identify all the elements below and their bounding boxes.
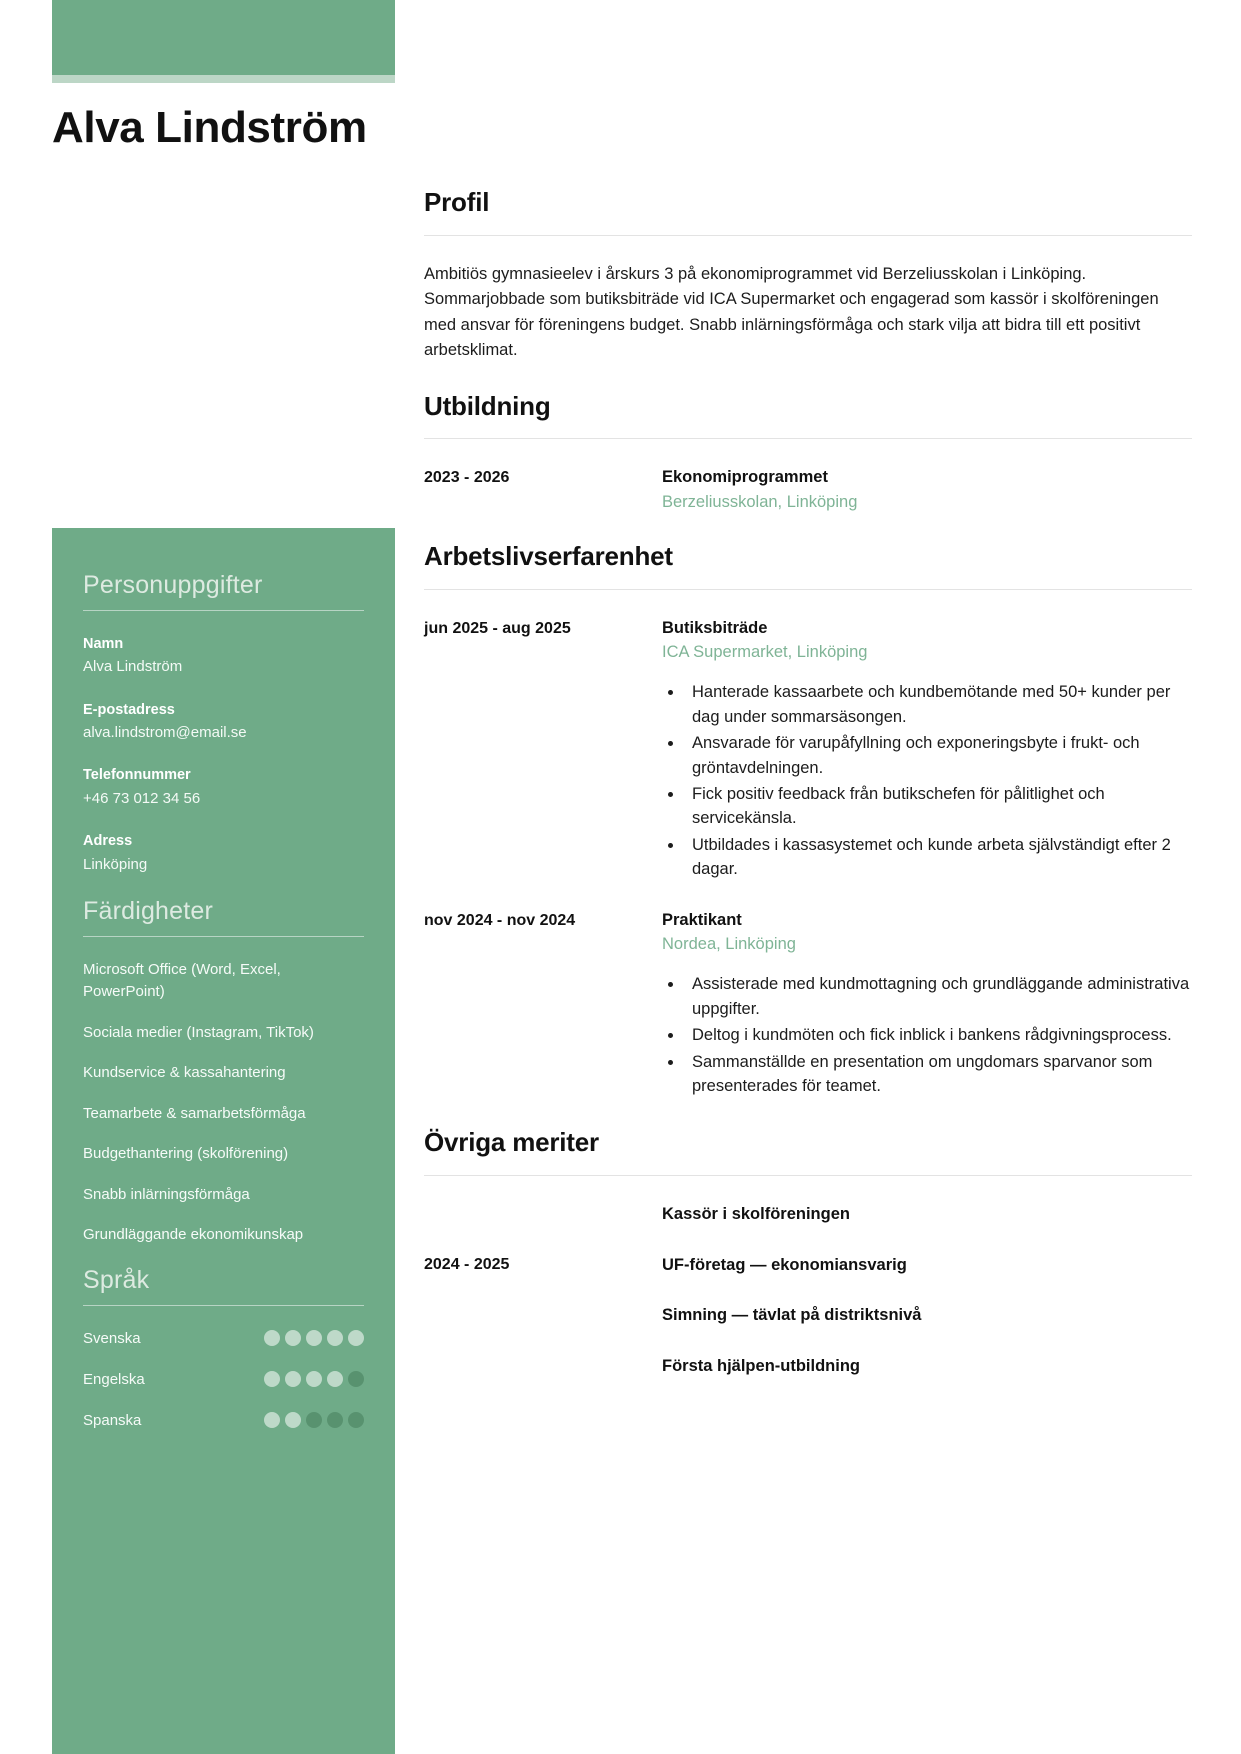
sidebar xyxy=(52,528,395,1754)
merit-title: Första hjälpen-utbildning xyxy=(662,1357,860,1376)
level-dot-empty xyxy=(348,1412,364,1428)
section-divider-profile xyxy=(424,235,1192,236)
personal-field-name xyxy=(83,633,364,679)
language-level-dots xyxy=(264,1371,364,1387)
language-row xyxy=(83,1369,364,1390)
level-dot-filled xyxy=(306,1330,322,1346)
level-dot-filled xyxy=(327,1330,343,1346)
merit-row xyxy=(424,1202,1192,1227)
section-divider-experience xyxy=(424,589,1192,590)
candidate-name: Alva Lindström xyxy=(52,103,367,152)
experience-entry xyxy=(424,908,1192,1101)
experience-role: Butiksbiträde xyxy=(662,618,768,637)
skill-item: Microsoft Office (Word, Excel, PowerPoint) xyxy=(83,960,281,1001)
education-school: Berzeliusskolan, Linköping xyxy=(662,492,858,511)
sidebar-section-skills xyxy=(83,896,364,1247)
section-title-profile: Profil xyxy=(424,187,490,217)
skill-item: Budgethantering (skolförening) xyxy=(83,1145,289,1163)
experience-body xyxy=(662,616,1192,884)
language-level-dots xyxy=(264,1330,364,1346)
merit-title: Kassör i skolföreningen xyxy=(662,1204,850,1223)
language-name: Engelska xyxy=(83,1370,145,1388)
merit-date: 2024 - 2025 xyxy=(424,1255,510,1273)
education-date: 2023 - 2026 xyxy=(424,469,510,487)
experience-bullets xyxy=(684,972,1192,1098)
experience-bullet: • Utbildades i kassasystemet och kunde arbeta självständigt efter 2 dagar. xyxy=(684,833,1192,882)
sidebar-divider-languages xyxy=(83,1305,364,1306)
section-profile xyxy=(424,186,1192,364)
name-header xyxy=(52,103,752,152)
level-dot-empty xyxy=(348,1371,364,1387)
level-dot-filled xyxy=(264,1371,280,1387)
experience-bullet: • Sammanställde en presentation om ungdomars sparvanor som presenterades för teamet. xyxy=(684,1050,1192,1099)
language-row xyxy=(83,1410,364,1431)
personal-label-address: Adress xyxy=(83,833,133,850)
skill-item: Kundservice & kassahantering xyxy=(83,1064,286,1082)
experience-bullets xyxy=(684,680,1192,881)
experience-date: nov 2024 - nov 2024 xyxy=(424,911,576,929)
header-accent-band-main xyxy=(52,0,395,75)
personal-value-email: alva.lindstrom@email.se xyxy=(83,724,247,742)
experience-role: Praktikant xyxy=(662,910,742,929)
language-name: Svenska xyxy=(83,1329,141,1347)
sidebar-heading-skills: Färdigheter xyxy=(83,896,214,925)
level-dot-filled xyxy=(306,1371,322,1387)
merit-row xyxy=(424,1253,1192,1278)
personal-field-phone xyxy=(83,764,364,810)
personal-label-phone: Telefonnummer xyxy=(83,767,191,784)
experience-bullet: • Deltog i kundmöten och fick inblick i bankens rådgivningsprocess. xyxy=(684,1023,1192,1047)
sidebar-section-personal xyxy=(83,570,364,876)
section-divider-education xyxy=(424,438,1192,439)
section-other-merits xyxy=(424,1126,1192,1379)
sidebar-divider-personal xyxy=(83,610,364,611)
level-dot-empty xyxy=(306,1412,322,1428)
personal-field-address xyxy=(83,830,364,876)
section-title-education: Utbildning xyxy=(424,390,551,421)
language-name: Spanska xyxy=(83,1411,142,1429)
main-content xyxy=(424,186,1192,1405)
profile-summary-text: Ambitiös gymnasieelev i årskurs 3 på ekonomiprogrammet vid Berzeliusskolan i Linköping. Sommarjobbade som butiksbiträde vid ICA Supermarket och engagerad som kassör i skolföreningen med ansvar för föreningens budget. Snabb inlärningsförmåga och stark vilja att bidra till ett positivt arbetsklimat. xyxy=(424,264,1159,360)
sidebar-heading-personal: Personuppgifter xyxy=(83,571,263,599)
experience-entry-spacer xyxy=(424,890,1192,908)
skill-item: Snabb inlärningsförmåga xyxy=(83,1185,250,1203)
experience-bullet: • Ansvarade för varupåfyllning och exponeringsbyte i frukt- och gröntavdelningen. xyxy=(684,731,1192,780)
sidebar-section-languages xyxy=(83,1265,364,1431)
level-dot-filled xyxy=(285,1371,301,1387)
skill-item: Grundläggande ekonomikunskap xyxy=(83,1226,304,1244)
level-dot-filled xyxy=(348,1330,364,1346)
personal-label-email: E-postadress xyxy=(83,701,175,718)
header-accent-block xyxy=(52,0,395,83)
personal-value-address: Linköping xyxy=(83,855,148,873)
experience-entry xyxy=(424,616,1192,884)
personal-value-name: Alva Lindström xyxy=(83,658,183,676)
merit-title: UF-företag — ekonomiansvarig xyxy=(662,1255,907,1274)
level-dot-empty xyxy=(327,1412,343,1428)
level-dot-filled xyxy=(285,1412,301,1428)
section-experience xyxy=(424,540,1192,1100)
level-dot-filled xyxy=(327,1371,343,1387)
section-education xyxy=(424,390,1192,514)
section-title-other-merits: Övriga meriter xyxy=(424,1127,599,1158)
sidebar-heading-languages: Språk xyxy=(83,1265,150,1294)
experience-bullet: • Fick positiv feedback från butikschefen för pålitlighet och servicekänsla. xyxy=(684,782,1192,831)
language-row xyxy=(83,1328,364,1349)
education-body xyxy=(662,465,1192,514)
language-level-dots xyxy=(264,1412,364,1428)
merit-title: Simning — tävlat på distriktsnivå xyxy=(662,1306,922,1325)
personal-field-email xyxy=(83,699,364,745)
skill-item: Sociala medier (Instagram, TikTok) xyxy=(83,1023,314,1041)
skill-item: Teamarbete & samarbetsförmåga xyxy=(83,1104,306,1122)
experience-employer: Nordea, Linköping xyxy=(662,935,796,954)
level-dot-filled xyxy=(285,1330,301,1346)
sidebar-divider-skills xyxy=(83,936,364,937)
merit-row xyxy=(424,1303,1192,1328)
education-program: Ekonomiprogrammet xyxy=(662,468,828,487)
experience-date: jun 2025 - aug 2025 xyxy=(424,619,571,637)
experience-bullet: • Assisterade med kundmottagning och grundläggande administrativa uppgifter. xyxy=(684,972,1192,1021)
experience-employer: ICA Supermarket, Linköping xyxy=(662,642,868,661)
level-dot-filled xyxy=(264,1330,280,1346)
experience-body xyxy=(662,908,1192,1101)
section-title-experience: Arbetslivserfarenhet xyxy=(424,541,673,572)
education-entry xyxy=(424,465,1192,514)
personal-label-name: Namn xyxy=(83,636,124,652)
header-accent-band-sub xyxy=(52,75,395,83)
section-divider-other-merits xyxy=(424,1175,1192,1176)
level-dot-filled xyxy=(264,1412,280,1428)
experience-bullet: • Hanterade kassaarbete och kundbemötande med 50+ kunder per dag under sommarsäsongen. xyxy=(684,680,1192,729)
personal-value-phone: +46 73 012 34 56 xyxy=(83,789,201,807)
merit-row xyxy=(424,1354,1192,1379)
